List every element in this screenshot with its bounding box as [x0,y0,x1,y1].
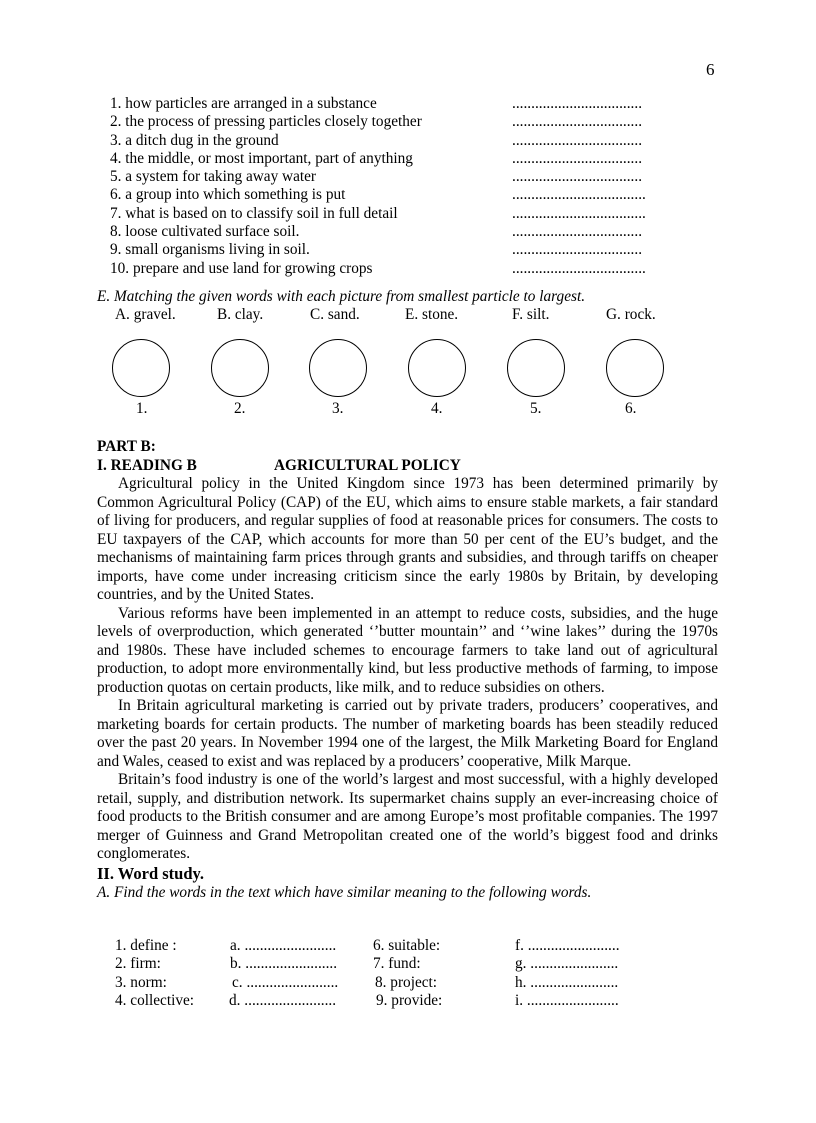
exercise-e-instruction: E. Matching the given words with each picture from smallest particle to largest. [97,288,586,305]
table-row [115,992,675,1010]
answer-blank[interactable]: .................................. [512,113,643,131]
list-item [110,95,670,113]
answer-blank[interactable]: a. ........................ [230,937,337,954]
answer-blank[interactable]: c. ........................ [232,973,339,991]
definition-text: 8. loose cultivated surface soil. [110,223,300,241]
definition-text: 7. what is based on to classify soil in full detail [110,204,398,222]
reading-label: I. READING B [97,456,197,474]
word: 8. project: [375,973,438,991]
word: 6. suitable: [373,937,441,954]
picture-number: 6. [625,400,637,417]
reading-title: AGRICULTURAL POLICY [274,456,461,474]
paragraph: Various reforms have been implemented in an attempt to reduce costs, subsidies, and the huge levels of overproduction, which generated ‘’butter mountain’’ and ‘’wine lakes’’ during the 1970s and 1980s. These have included schemes to encourage farmers to take land out of agricultural production, to adopt more environmentally kind, but less productive methods of farming, to impose production quotas on certain products, like milk, and to reduce subsidies on others. [97,604,718,696]
list-item [110,168,670,186]
definition-text: 1. how particles are arranged in a substance [110,95,377,112]
answer-blank[interactable]: b. ........................ [230,955,338,973]
answer-blank[interactable]: i. ........................ [515,991,619,1009]
answer-blank[interactable]: d. ........................ [229,991,337,1009]
answer-blank[interactable]: ................................... [512,259,646,277]
word: 4. collective: [115,991,195,1009]
answer-blank[interactable]: h. ....................... [515,973,619,991]
word: 3. norm: [115,973,167,991]
answer-blank[interactable]: .................................. [512,223,643,241]
answer-blank[interactable]: f. ........................ [515,937,620,954]
word-study-table [115,937,675,1010]
answer-blank[interactable]: g. ....................... [515,955,619,973]
word: 9. provide: [376,991,443,1009]
paragraph: Agricultural policy in the United Kingdom since 1973 has been determined primarily by Common Agricultural Policy (CAP) of the EU, which aims to ensure stable markets, a fair standard of living for producers, and regular supplies of food at reasonable prices for consumers. The costs to EU taxpayers of the CAP, which accounts for more than 50 per cent of the EU’s budget, and the mechanisms of maintaining farm prices through grants and subsidies, and through tariffs on cheaper imports, have come under increasing criticism since the early 1980s by Britain, by developing countries, and by the United States. [97,475,718,603]
table-row [115,974,675,992]
definition-text: 9. small organisms living in soil. [110,241,310,259]
part-b [97,438,718,902]
table-row [115,937,675,955]
picture-number: 4. [431,400,443,417]
word: 2. firm: [115,955,161,973]
answer-blank[interactable]: .................................. [512,95,643,112]
definition-text: 3. a ditch dug in the ground [110,131,279,149]
list-item [110,260,670,278]
option: C. sand. [310,306,360,323]
list-item [110,205,670,223]
picture-circle [211,339,269,397]
option: G. rock. [606,306,656,323]
option: E. stone. [405,306,459,323]
list-item [110,223,670,241]
answer-blank[interactable]: ................................... [512,186,646,204]
option: B. clay. [217,306,264,323]
definition-text: 5. a system for taking away water [110,168,317,186]
picture-number: 1. [136,400,148,417]
answer-blank[interactable]: .................................. [512,168,643,186]
part-b-heading: PART B: [97,438,156,455]
definition-list [110,95,670,278]
word-study-instruction: A. Find the words in the text which have similar meaning to the following words. [97,883,592,901]
definition-text: 4. the middle, or most important, part of anything [110,149,413,167]
paragraph: In Britain agricultural marketing is carried out by private traders, producers’ cooperatives, and marketing boards for certain products. The number of marketing boards has been steadily reduced over the past 20 years. In November 1994 one of the largest, the Milk Marketing Board for England and Wales, ceased to exist and was replaced by a producers’ cooperative, Milk Marque. [97,697,718,770]
picture-circle [408,339,466,397]
reading-heading [97,457,718,476]
definition-text: 2. the process of pressing particles closely together [110,113,422,131]
table-row [115,955,675,973]
answer-blank[interactable]: .................................. [512,241,643,259]
picture-number: 5. [530,400,542,417]
paragraph: Britain’s food industry is one of the world’s largest and most successful, with a highly developed retail, supply, and distribution network. Its supermarket chains supply an ever-increasing choice of food products to the British consumer and are among Europe’s most profitable companies. The 1997 merger of Guinness and Grand Metropolitan created one of the world’s biggest food and drinks conglomerates. [97,771,718,862]
answer-blank[interactable]: .................................. [512,131,643,149]
answer-blank[interactable]: .................................. [512,149,643,167]
option: F. silt. [512,306,550,323]
word: 1. define : [115,937,177,954]
picture-circle [606,339,664,397]
word-study-heading: II. Word study. [97,863,204,883]
definition-text: 10. prepare and use land for growing crops [110,259,373,277]
list-item [110,113,670,131]
list-item [110,132,670,150]
picture-circle [112,339,170,397]
definition-text: 6. a group into which something is put [110,186,346,204]
picture-circle [309,339,367,397]
answer-blank[interactable]: ................................... [512,204,646,222]
option: A. gravel. [115,306,176,323]
picture-number: 3. [332,400,344,417]
word: 7. fund: [373,955,421,973]
picture-number: 2. [234,400,246,417]
picture-circle [507,339,565,397]
list-item [110,186,670,204]
page-number: 6 [706,60,715,79]
list-item [110,150,670,168]
list-item [110,241,670,259]
